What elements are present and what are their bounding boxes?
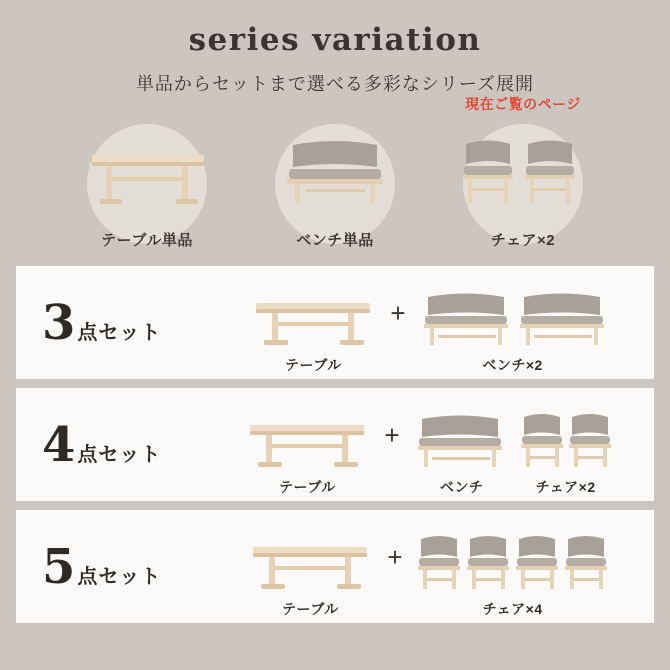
bench-icon: [412, 407, 512, 473]
set-item-chair-x2: [518, 384, 614, 505]
set-label: [30, 538, 202, 595]
set-row-3[interactable]: [16, 266, 654, 379]
set-row-5[interactable]: [16, 510, 654, 623]
header: [0, 0, 670, 96]
item-caption: ベンチ×2: [482, 357, 543, 373]
sets-list: [0, 266, 670, 623]
single-caption: ベンチ単品: [296, 232, 374, 249]
page-title: series variation: [188, 22, 482, 58]
set-item-table: [245, 506, 375, 627]
set-label: [30, 416, 202, 473]
singles-row: [0, 96, 670, 254]
chair-x2-icon: [518, 407, 614, 473]
plus-sign: +: [390, 298, 406, 328]
page-subtitle: 単品からセットまで選べる多彩なシリーズ展開: [135, 74, 535, 94]
set-item-bench: [412, 384, 512, 505]
set-word: 点セット: [77, 321, 162, 344]
set-item-table: [248, 262, 378, 383]
bench-x2-icon: [418, 285, 608, 351]
set-item-chair-x4: [415, 506, 611, 627]
item-caption: ベンチ: [439, 479, 484, 495]
item-caption: テーブル: [279, 479, 336, 495]
plus-sign: +: [384, 420, 400, 450]
set-word: 点セット: [77, 443, 162, 466]
set-item-bench-x2: [418, 262, 608, 383]
item-caption: テーブル: [282, 601, 339, 617]
single-caption: チェア×2: [490, 232, 556, 249]
table-icon: [248, 285, 378, 351]
single-item-table[interactable]: [62, 116, 232, 254]
set-number: 3: [42, 294, 76, 351]
set-content: [202, 510, 654, 623]
set-number: 5: [42, 538, 76, 595]
chair-x4-icon: [415, 529, 611, 595]
table-icon: [245, 529, 375, 595]
current-page-badge: 現在ご覧のページ: [465, 96, 581, 112]
table-single-icon: [62, 126, 232, 218]
item-caption: チェア×2: [535, 479, 596, 495]
item-caption: テーブル: [285, 357, 342, 373]
set-item-table: [242, 384, 372, 505]
single-item-bench[interactable]: [250, 116, 420, 254]
single-caption: テーブル単品: [101, 232, 193, 249]
item-caption: チェア×4: [482, 601, 543, 617]
single-item-chair-pair[interactable]: [438, 96, 608, 254]
chair-pair-icon: [438, 126, 608, 218]
set-word: 点セット: [77, 565, 162, 588]
bench-single-icon: [250, 126, 420, 218]
plus-sign: +: [387, 542, 403, 572]
set-number: 4: [42, 416, 76, 473]
set-content: [202, 388, 654, 501]
table-icon: [242, 407, 372, 473]
set-content: [202, 266, 654, 379]
set-row-4[interactable]: [16, 388, 654, 501]
set-label: [30, 294, 202, 351]
